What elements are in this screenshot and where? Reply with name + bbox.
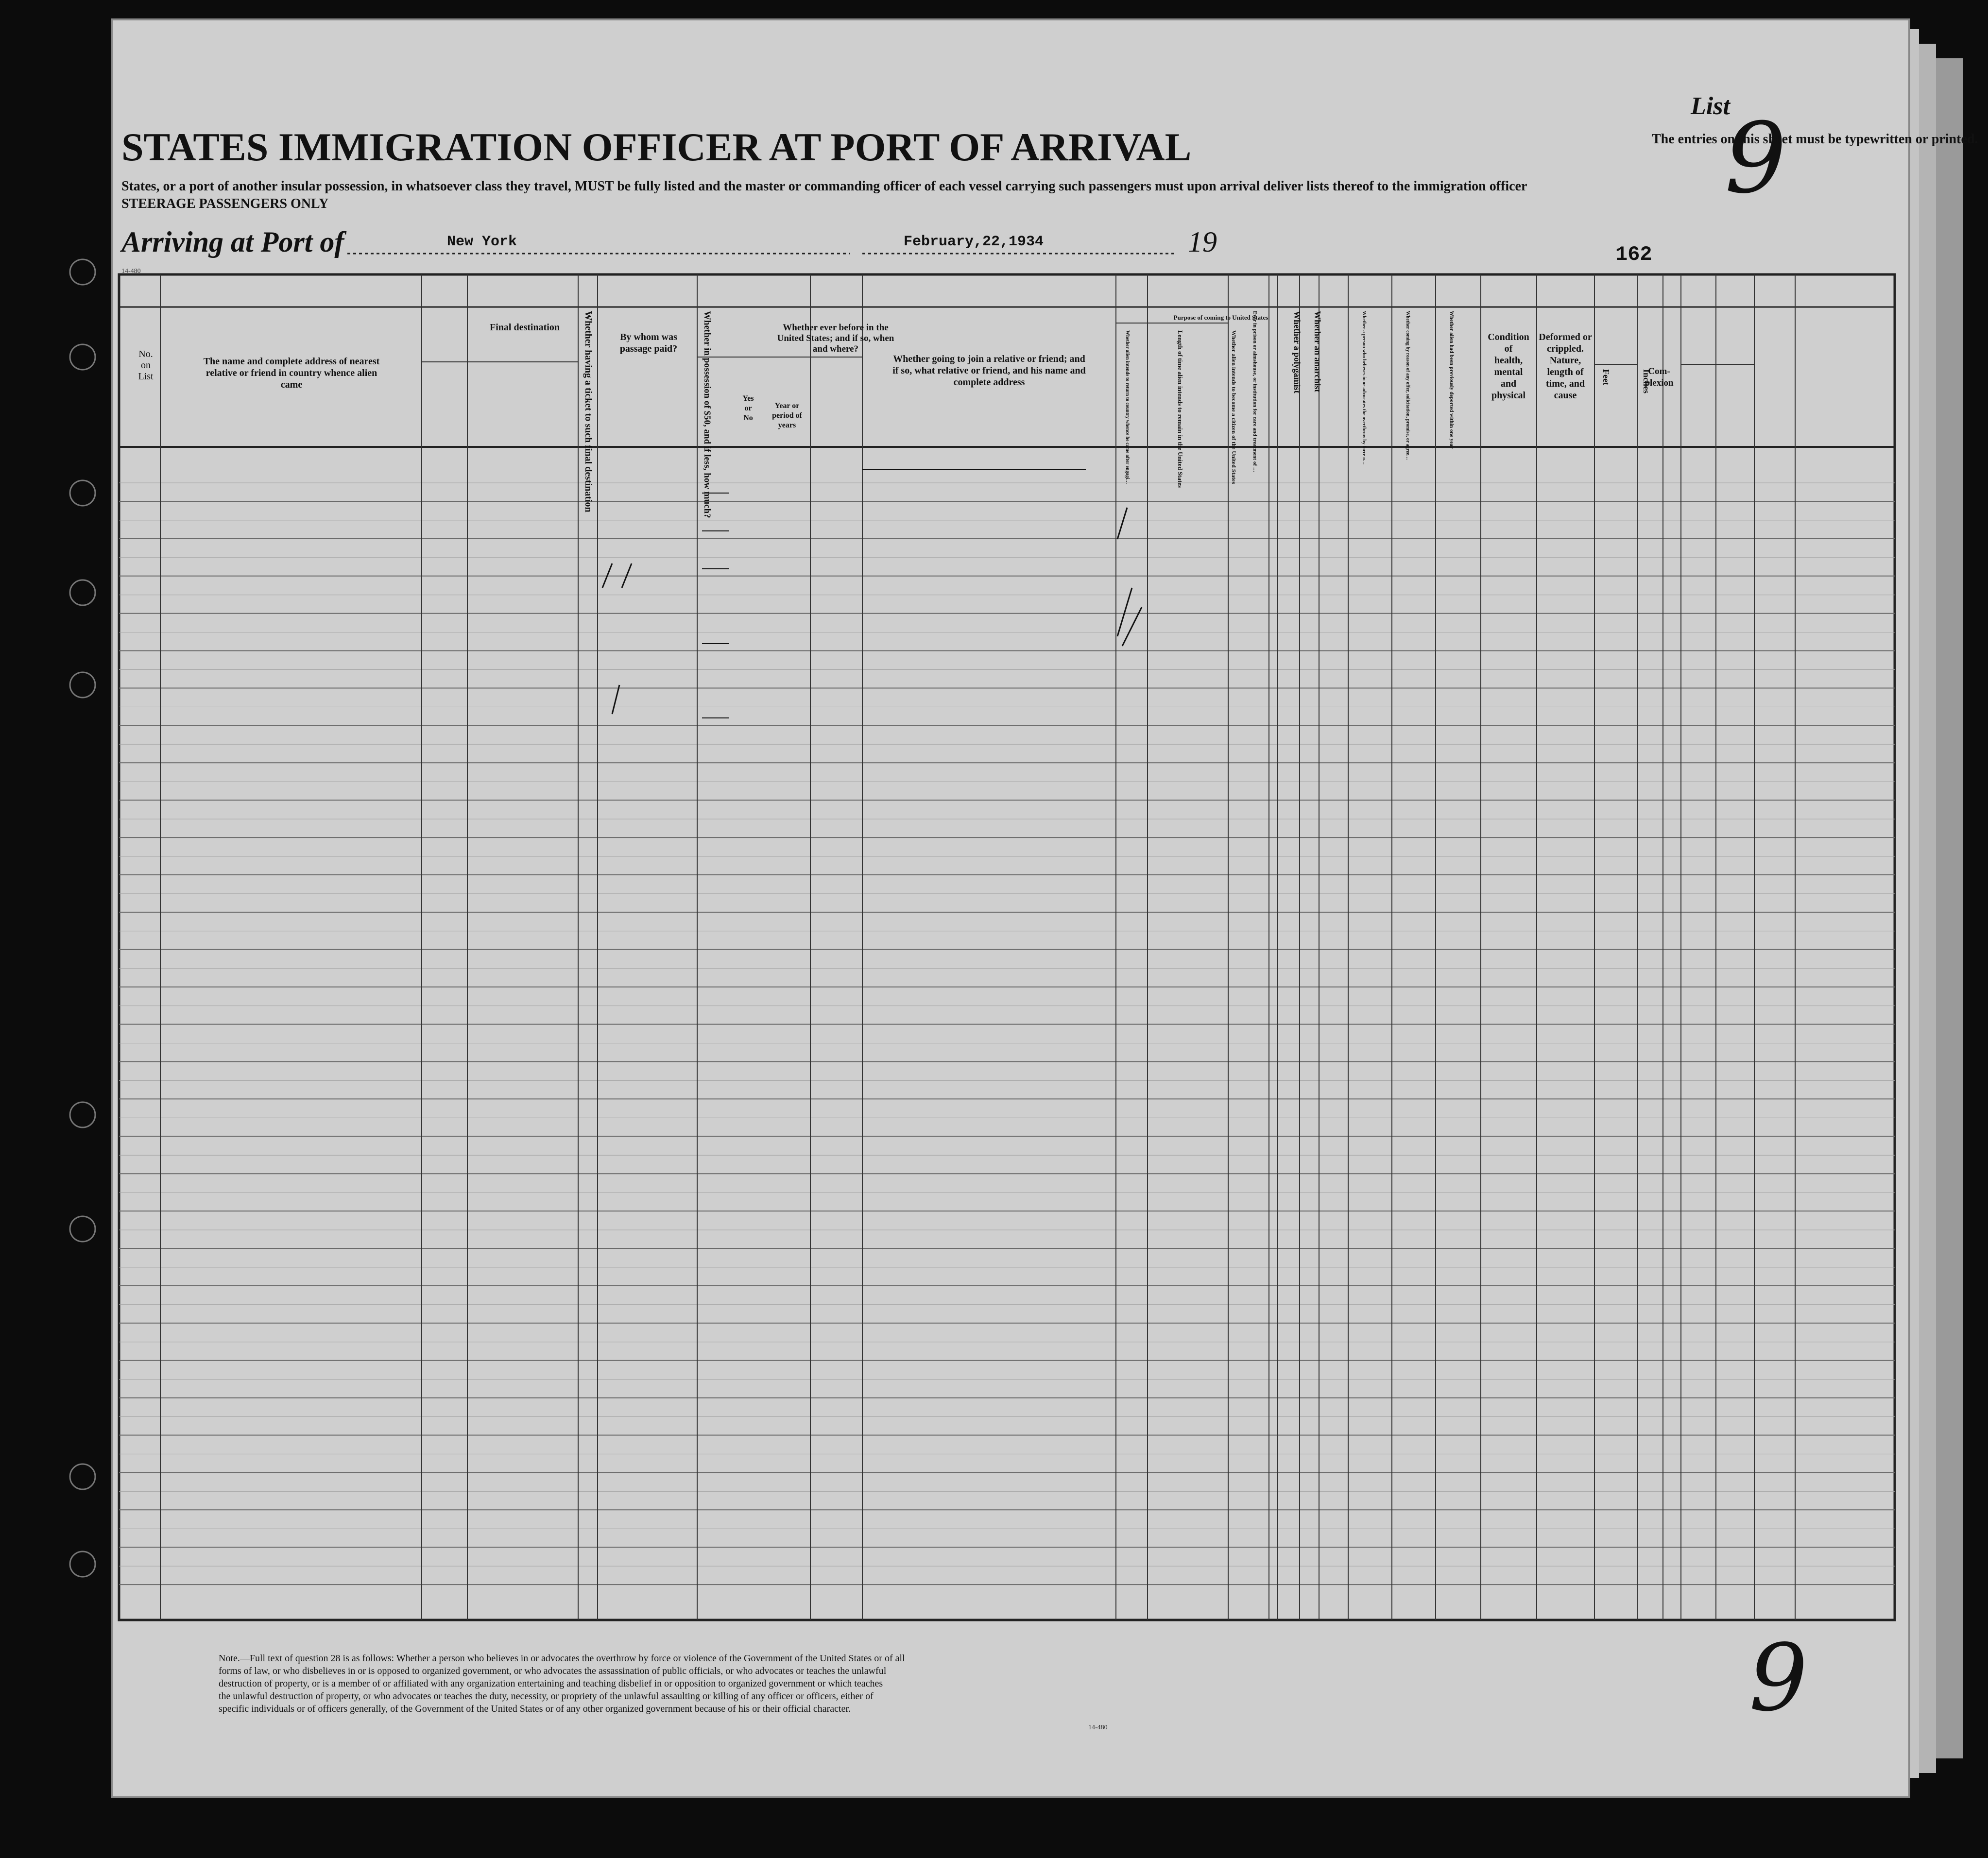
column-header-text: Whether alien had been previously deported within one year bbox=[1449, 311, 1455, 449]
steerage-label: STEERAGE PASSENGERS ONLY bbox=[121, 196, 329, 211]
column-header-sub: Year or bbox=[774, 402, 800, 410]
date-value: February,22,1934 bbox=[904, 234, 1044, 250]
column-header-sub: years bbox=[778, 421, 796, 429]
binder-hole bbox=[70, 344, 95, 370]
binder-holes bbox=[70, 259, 95, 1577]
footer-page-mark: 9 bbox=[1749, 1624, 1808, 1732]
column-header-text: United States; and if so, when bbox=[777, 333, 894, 343]
column-header-text: Whether a person who believes in or advocates the overthrow by force o… bbox=[1361, 311, 1367, 465]
column-header-text: physical bbox=[1491, 390, 1526, 401]
footnote bbox=[219, 1653, 905, 1714]
column-header-text: Whether coming by reason of any offer, solicitation, promise, or agree… bbox=[1405, 311, 1410, 460]
footnote-line: specific individuals or of officers generally, of the Government of the United States or of any other organized government because of his or their official character. bbox=[219, 1704, 851, 1714]
binder-hole bbox=[70, 1102, 95, 1127]
column-header-text: relative or friend in country whence alien bbox=[206, 368, 377, 378]
list-number: 9 bbox=[1725, 102, 1787, 215]
footnote-line: Note.—Full text of question 28 is as follows: Whether a person who believes in or advocates the overthrow by force or violence of the Government of the United States or of all bbox=[219, 1653, 905, 1664]
typewritten-note: The entries on this sheet must be typewritten or printed. bbox=[1652, 132, 1978, 147]
year-label: 19 bbox=[1188, 226, 1217, 258]
column-header-text: Length of time alien intends to remain in the United States bbox=[1177, 330, 1184, 488]
column-header-text: length of bbox=[1547, 367, 1584, 377]
column-header-text: Final destination bbox=[490, 322, 560, 333]
page-number: 162 bbox=[1615, 243, 1652, 266]
column-header-text: Feet bbox=[1601, 369, 1611, 385]
column-header-text: Whether a polygamist bbox=[1292, 311, 1302, 393]
column-header-sub: or bbox=[744, 404, 752, 412]
column-header-text: Whether having a ticket to such final destination bbox=[583, 311, 594, 512]
binder-hole bbox=[70, 480, 95, 506]
footnote-line: the unlawful destruction of property, or who advocates or teaches the duty, necessity, or propriety of the unlawful assaulting or killing of any officer or officers, either of bbox=[219, 1691, 874, 1702]
column-header-text: Deformed or bbox=[1539, 332, 1592, 342]
column-header-text: Whether alien intends to become a citizen of the United States bbox=[1231, 330, 1237, 484]
column-header-text: Whether alien intends to return to country whence he came after engagi… bbox=[1125, 330, 1130, 484]
column-header-text: if so, what relative or friend, and his name and bbox=[892, 365, 1086, 376]
page-paper bbox=[112, 19, 1909, 1797]
column-header-text: health, bbox=[1494, 355, 1523, 366]
column-header: on bbox=[141, 360, 151, 371]
footnote-line: destruction of property, or is a member of or affiliated with any organization entertaining and teaching disbelief in or opposition to organized government or which teaches bbox=[219, 1678, 883, 1689]
column-header-text: cause bbox=[1554, 390, 1577, 401]
column-header-text: Com- bbox=[1648, 366, 1670, 376]
column-header-text: By whom was bbox=[620, 332, 677, 342]
column-header: No. bbox=[138, 349, 153, 359]
column-header-text: plexion bbox=[1645, 378, 1674, 388]
column-header-text: time, and bbox=[1546, 378, 1585, 389]
binder-hole bbox=[70, 1216, 95, 1242]
column-header-text: Whether going to join a relative or friend; and bbox=[893, 354, 1085, 364]
column-header-text: passage paid? bbox=[619, 343, 678, 354]
footnote-code: 14-480 bbox=[1088, 1724, 1108, 1731]
column-header-sub: Yes bbox=[742, 394, 754, 403]
column-header-text: Whether an anarchist bbox=[1313, 311, 1322, 392]
arriving-label: Arriving at Port of bbox=[121, 226, 344, 258]
page-subtitle: States, or a port of another insular possession, in whatsoever class they travel, MUST be fully listed and the master or commanding officer of each vessel carrying such passengers must upon arrival deliver lists thereof to the immigration officer bbox=[121, 179, 1527, 194]
binder-hole bbox=[70, 1551, 95, 1577]
column-header-text: Whether ever before in the bbox=[783, 323, 889, 333]
binder-hole bbox=[70, 672, 95, 698]
footnote-line: forms of law, or who disbelieves in or is opposed to organized government, or who advocates the assassination of public officials, or who advocates or teaches the unlawful bbox=[219, 1666, 887, 1676]
column-header: List bbox=[138, 371, 154, 382]
binder-hole bbox=[70, 580, 95, 605]
column-header-text: Nature, bbox=[1549, 355, 1581, 366]
column-header-text: came bbox=[280, 379, 303, 390]
column-header-text: Whether in possession of $50, and if less, how much? bbox=[702, 311, 712, 518]
column-header-text: and bbox=[1500, 378, 1517, 389]
column-header-text: Purpose of coming to United States bbox=[1173, 314, 1268, 321]
list-label: List bbox=[1691, 92, 1730, 120]
binder-hole bbox=[70, 259, 95, 285]
column-header-text: crippled. bbox=[1546, 343, 1584, 354]
column-header-text: complete address bbox=[953, 377, 1025, 388]
column-header-sub: No bbox=[743, 414, 753, 422]
column-header-sub: period of bbox=[772, 411, 802, 420]
binder-hole bbox=[70, 1464, 95, 1489]
column-header-text: and where? bbox=[812, 344, 859, 354]
page-title: STATES IMMIGRATION OFFICER AT PORT OF ARRIVAL bbox=[121, 125, 1192, 169]
column-header-text: mental bbox=[1494, 367, 1523, 377]
port-value: New York bbox=[447, 234, 517, 250]
column-header-text: Condition bbox=[1488, 332, 1529, 342]
column-header-text: of bbox=[1504, 343, 1513, 354]
column-header-text: Inches bbox=[1642, 369, 1651, 394]
column-header-text: The name and complete address of nearest bbox=[203, 356, 380, 367]
column-header-text: Ever in prison or almshouse, or institution for care and treatment of … bbox=[1252, 311, 1258, 473]
form-mark: 14-480 bbox=[121, 268, 141, 275]
